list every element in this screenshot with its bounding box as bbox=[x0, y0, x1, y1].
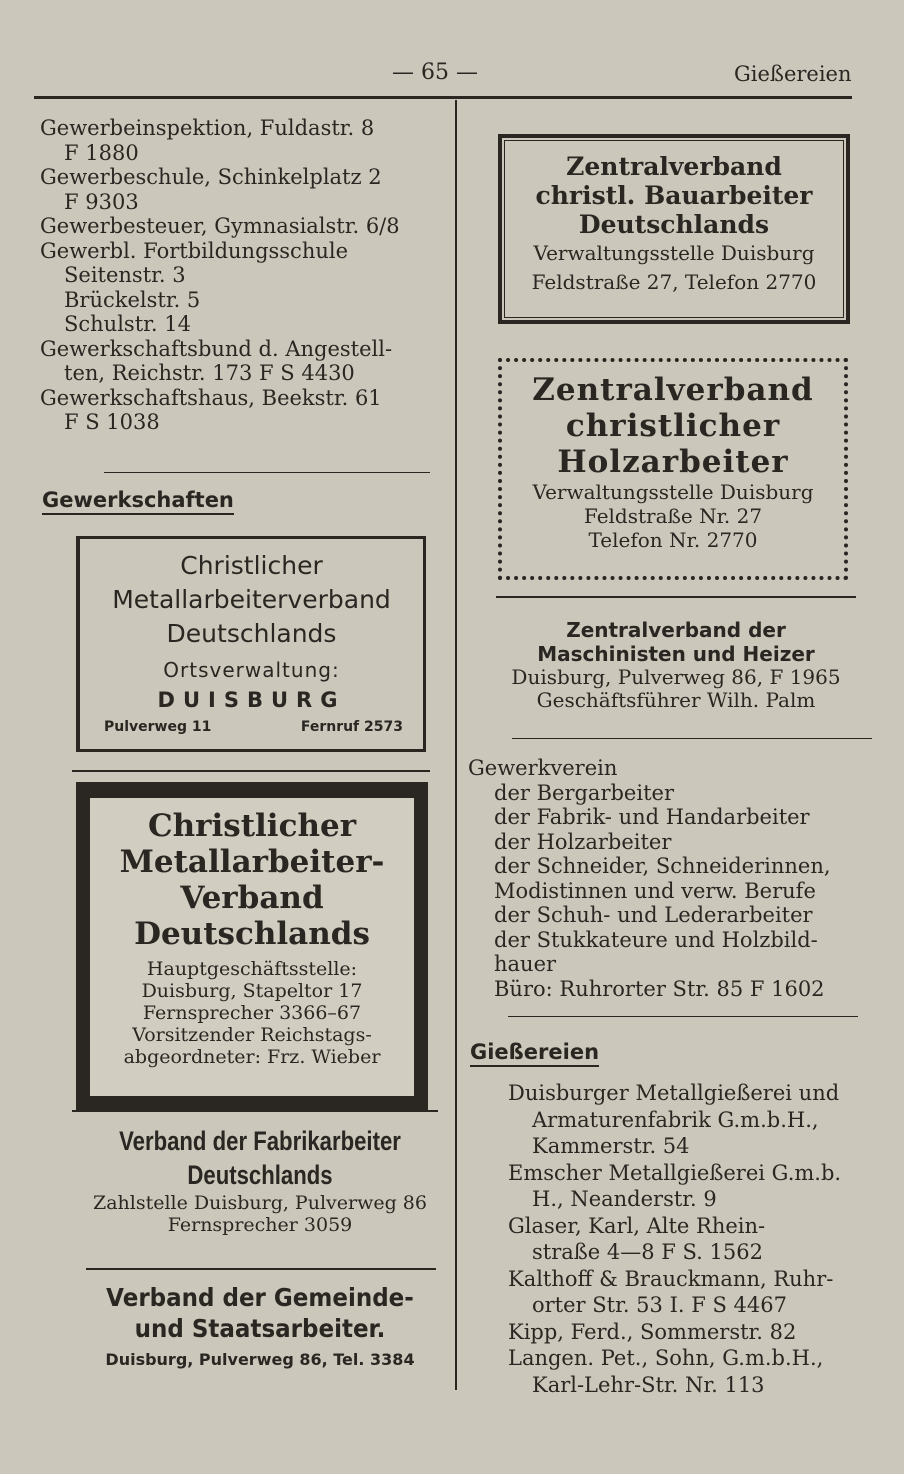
list-item: Glaser, Karl, Alte Rhein- straße 4—8 F S. 1562 bbox=[508, 1213, 766, 1264]
ad-details: Verwaltungsstelle Duisburg Feldstraße 27, Telefon 2770 bbox=[531, 241, 817, 294]
page-number: — 65 — bbox=[392, 60, 478, 85]
gewerkverein-listing bbox=[468, 756, 868, 1001]
section-heading-giessereien: Gießereien bbox=[470, 1040, 599, 1067]
divider bbox=[72, 770, 430, 772]
divider bbox=[104, 472, 430, 473]
ad-title: Zentralverband christl. Bauarbeiter Deutschlands bbox=[535, 152, 813, 239]
running-title: Gießereien bbox=[734, 62, 852, 86]
list-item: Büro: Ruhrorter Str. 85 F 1602 bbox=[494, 976, 825, 1001]
ad-gemeindearbeiter: Verband der Gemeinde- und Staatsarbeiter. Duisburg, Pulverweg 86, Tel. 3384 bbox=[105, 1283, 415, 1369]
list-item: der Schneider, Schneiderinnen, bbox=[494, 854, 831, 878]
ad-line: Metallarbeiterverband bbox=[112, 585, 391, 614]
ad-holzarbeiter bbox=[498, 358, 848, 580]
list-item: Modistinnen und verw. Berufe bbox=[494, 878, 816, 903]
ad-metallarbeiter-haupt bbox=[76, 782, 428, 1110]
divider bbox=[508, 1016, 858, 1017]
ad-details: Hauptgeschäftsstelle: Duisburg, Stapeltor 17 Fernsprecher 3366–67 Vorsitzender Reichstags- abgeordneter: Frz. Wieber bbox=[123, 958, 381, 1068]
ad-metallarbeiter-ortsverwaltung bbox=[76, 536, 426, 752]
divider bbox=[72, 1110, 438, 1112]
ad-bauarbeiter bbox=[498, 134, 850, 324]
ad-line: Christlicher bbox=[180, 551, 323, 580]
ad-title: Christlicher Metallarbeiter- Verband Deutschlands bbox=[119, 808, 385, 952]
divider bbox=[86, 1268, 436, 1270]
section-heading-gewerkschaften: Gewerkschaften bbox=[42, 488, 234, 515]
giessereien-listing bbox=[508, 1080, 868, 1398]
list-item: Duisburger Metallgießerei und Armaturenfabrik G.m.b.H., Kammerstr. 54 bbox=[508, 1081, 840, 1158]
list-heading: Gewerkverein bbox=[468, 756, 618, 780]
list-item: der Stukkateure und Holzbild- bbox=[494, 927, 818, 952]
ad-city: DUISBURG bbox=[157, 688, 346, 712]
list-item: Gewerbeschule, Schinkelplatz 2 F 9303 bbox=[40, 165, 382, 214]
list-item: Kalthoff & Brauckmann, Ruhr- orter Str. 53 I. F S 4467 bbox=[508, 1266, 834, 1317]
ad-details: Verwaltungsstelle Duisburg Feldstraße Nr. 27 Telefon Nr. 2770 bbox=[532, 480, 814, 552]
ad-maschinisten: Zentralverband der Maschinisten und Heizer Duisburg, Pulverweg 86, F 1965 Geschäftsführer Wilh. Palm bbox=[511, 618, 841, 712]
divider bbox=[512, 738, 872, 739]
list-item: Gewerkschaftsbund d. Angestell- ten, Reichstr. 173 F S 4430 bbox=[40, 336, 393, 385]
ad-address: Pulverweg 11 bbox=[104, 719, 212, 735]
list-item: der Holzarbeiter bbox=[494, 829, 672, 854]
list-item: der Bergarbeiter bbox=[494, 780, 674, 805]
list-item: Gewerbesteuer, Gymnasialstr. 6/8 bbox=[40, 214, 400, 238]
list-item: Langen. Pet., Sohn, G.m.b.H., Karl-Lehr-Str. Nr. 113 bbox=[508, 1346, 824, 1397]
left-listing bbox=[40, 116, 440, 435]
header-rule bbox=[34, 96, 852, 99]
list-item: Gewerbl. Fortbildungsschule Seitenstr. 3 Brückelstr. 5 Schulstr. 14 bbox=[40, 238, 349, 336]
list-item: Kipp, Ferd., Sommerstr. 82 bbox=[508, 1319, 797, 1344]
list-item: Gewerkschaftshaus, Beekstr. 61 F S 1038 bbox=[40, 385, 382, 434]
ad-phone: Fernruf 2573 bbox=[300, 719, 403, 735]
list-item: Emscher Metallgießerei G.m.b. H., Neanderstr. 9 bbox=[508, 1160, 842, 1211]
list-item: Gewerbeinspektion, Fuldastr. 8 F 1880 bbox=[40, 116, 375, 165]
list-item: hauer bbox=[494, 952, 557, 976]
list-item: der Schuh- und Lederarbeiter bbox=[494, 903, 813, 927]
ad-line: Ortsverwaltung: bbox=[163, 658, 340, 682]
ad-title: Zentralverband christlicher Holzarbeiter bbox=[532, 372, 814, 480]
divider bbox=[496, 596, 856, 598]
list-item: der Fabrik- und Handarbeiter bbox=[494, 805, 810, 829]
ad-line: Deutschlands bbox=[166, 619, 337, 648]
ad-fabrikarbeiter: Verband der Fabrikarbeiter Deutschlands Zahlstelle Duisburg, Pulverweg 86 Fernsprecher 3059 bbox=[93, 1126, 427, 1236]
column-rule bbox=[455, 100, 457, 1390]
